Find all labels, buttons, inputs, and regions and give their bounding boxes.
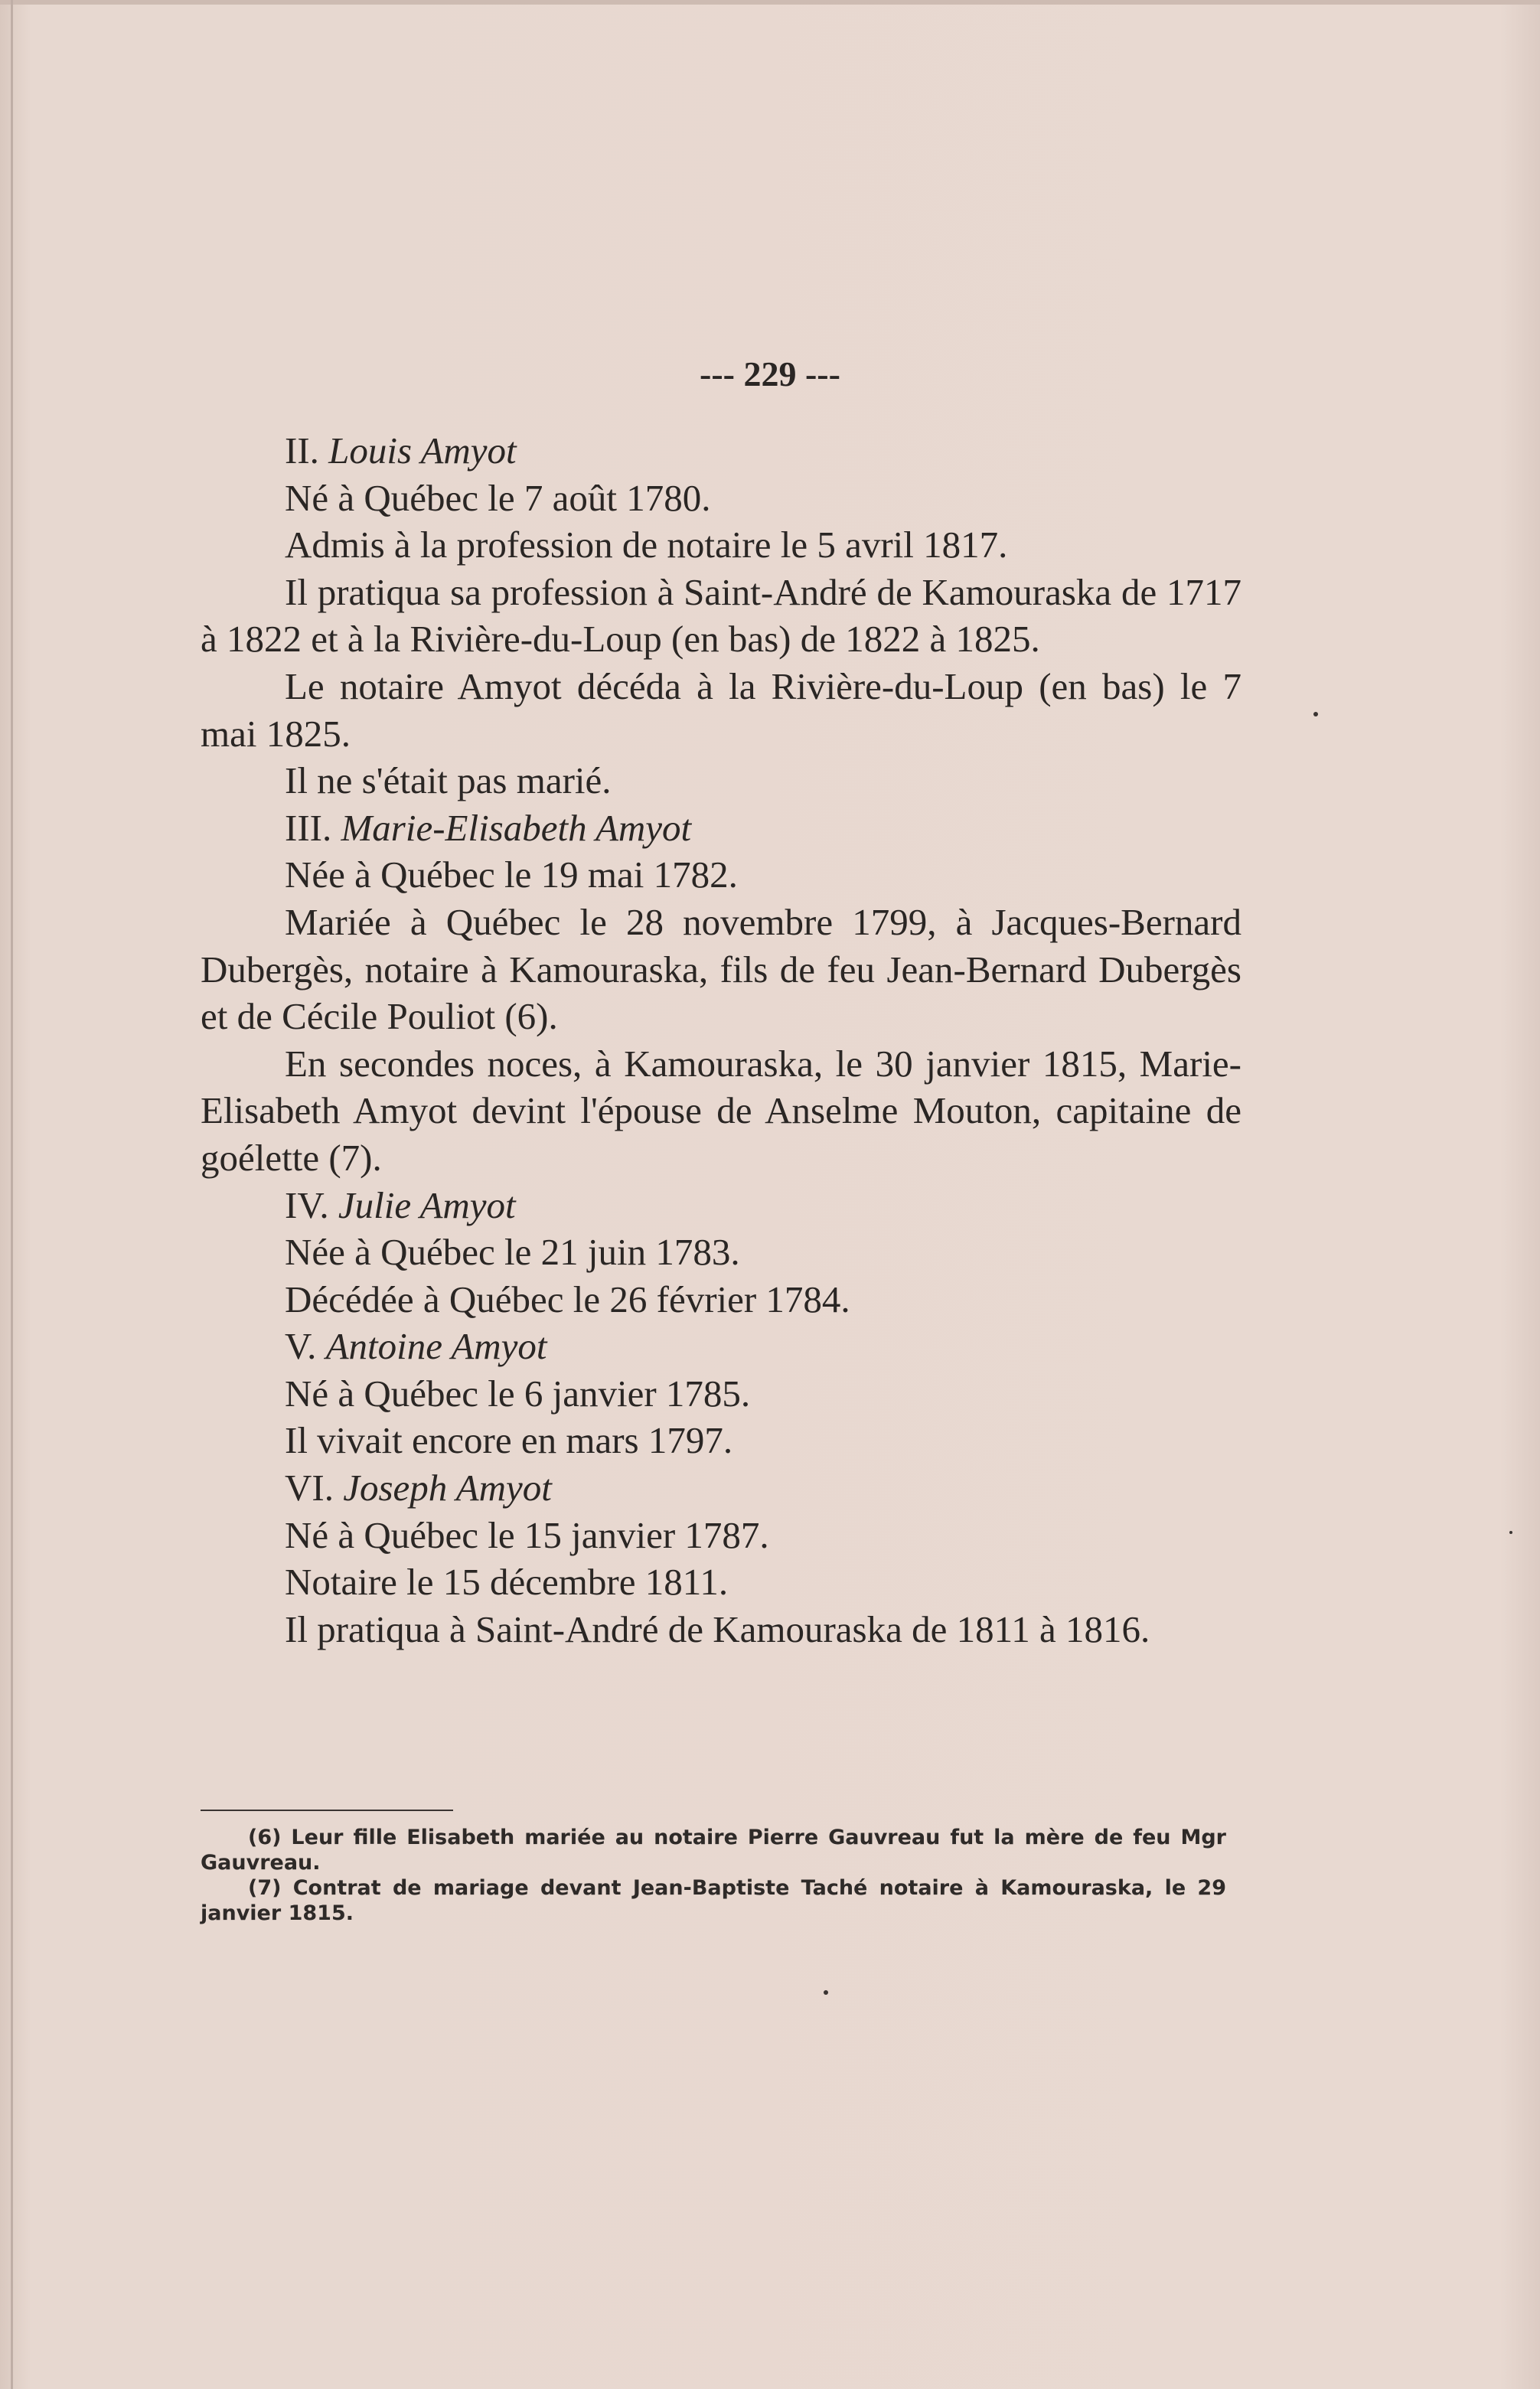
page-top-edge	[0, 0, 1540, 5]
entry-name: Joseph Amyot	[343, 1467, 552, 1509]
paragraph: Née à Québec le 21 juin 1783.	[285, 1231, 740, 1274]
entry-numeral: VI.	[285, 1467, 334, 1509]
entry-heading-ii	[201, 427, 1241, 475]
entry-name: Louis Amyot	[328, 429, 517, 472]
paragraph: En secondes noces, à Kamouraska, le 30 janvier 1815, Marie-Elisabeth Amyot devint l'épouse de Anselme Mouton, capitaine de goélette (7).	[201, 1042, 1241, 1179]
paragraph: Il pratiqua sa profession à Saint-André de Kamouraska de 1717 à 1822 et à la Rivière-du-Loup (en bas) de 1822 à 1825.	[201, 570, 1241, 661]
paragraph: Née à Québec le 19 mai 1782.	[285, 853, 738, 896]
main-text	[201, 427, 1241, 1653]
paragraph: Il ne s'était pas marié.	[285, 759, 612, 802]
page-number: --- 229 ---	[700, 354, 840, 393]
entry-heading-v	[201, 1323, 1241, 1370]
paragraph: Mariée à Québec le 28 novembre 1799, à Jacques-Bernard Dubergès, notaire à Kamouraska, fils de feu Jean-Bernard Dubergès et de Cécile Pouliot (6).	[201, 900, 1241, 1038]
ink-speck	[1313, 712, 1318, 716]
entry-numeral: IV.	[285, 1183, 329, 1226]
paragraph: Admis à la profession de notaire le 5 avril 1817.	[285, 524, 1008, 566]
paragraph: Notaire le 15 décembre 1811.	[285, 1561, 729, 1604]
footnotes	[201, 1825, 1226, 1926]
entry-name: Julie Amyot	[338, 1183, 516, 1226]
paragraph: Né à Québec le 15 janvier 1787.	[285, 1513, 769, 1556]
entry-numeral: V.	[285, 1325, 317, 1368]
entry-name: Marie-Elisabeth Amyot	[341, 806, 692, 849]
paragraph: Il pratiqua à Saint-André de Kamouraska de 1811 à 1816.	[285, 1607, 1150, 1650]
entry-heading-vi	[201, 1464, 1241, 1512]
entry-heading-iii	[201, 804, 1241, 852]
paragraph: Il vivait encore en mars 1797.	[285, 1419, 733, 1462]
ink-speck	[824, 1990, 828, 1995]
paragraph: Le notaire Amyot décéda à la Rivière-du-Loup (en bas) le 7 mai 1825.	[201, 664, 1241, 755]
footnote-rule	[201, 1810, 453, 1811]
entry-name: Antoine Amyot	[325, 1325, 547, 1368]
paragraph: Décédée à Québec le 26 février 1784.	[285, 1278, 850, 1320]
paragraph: Né à Québec le 7 août 1780.	[285, 476, 711, 519]
entry-heading-iv	[201, 1182, 1241, 1229]
entry-numeral: II.	[285, 429, 319, 472]
ink-speck	[1509, 1531, 1512, 1534]
paragraph: Né à Québec le 6 janvier 1785.	[285, 1372, 751, 1415]
footnote: (6) Leur fille Elisabeth mariée au notaire Pierre Gauvreau fut la mère de feu Mgr Gauvreau.	[201, 1826, 1226, 1875]
footnote: (7) Contrat de mariage devant Jean-Baptiste Taché notaire à Kamouraska, le 29 janvier 1815.	[201, 1876, 1226, 1925]
entry-numeral: III.	[285, 806, 332, 849]
